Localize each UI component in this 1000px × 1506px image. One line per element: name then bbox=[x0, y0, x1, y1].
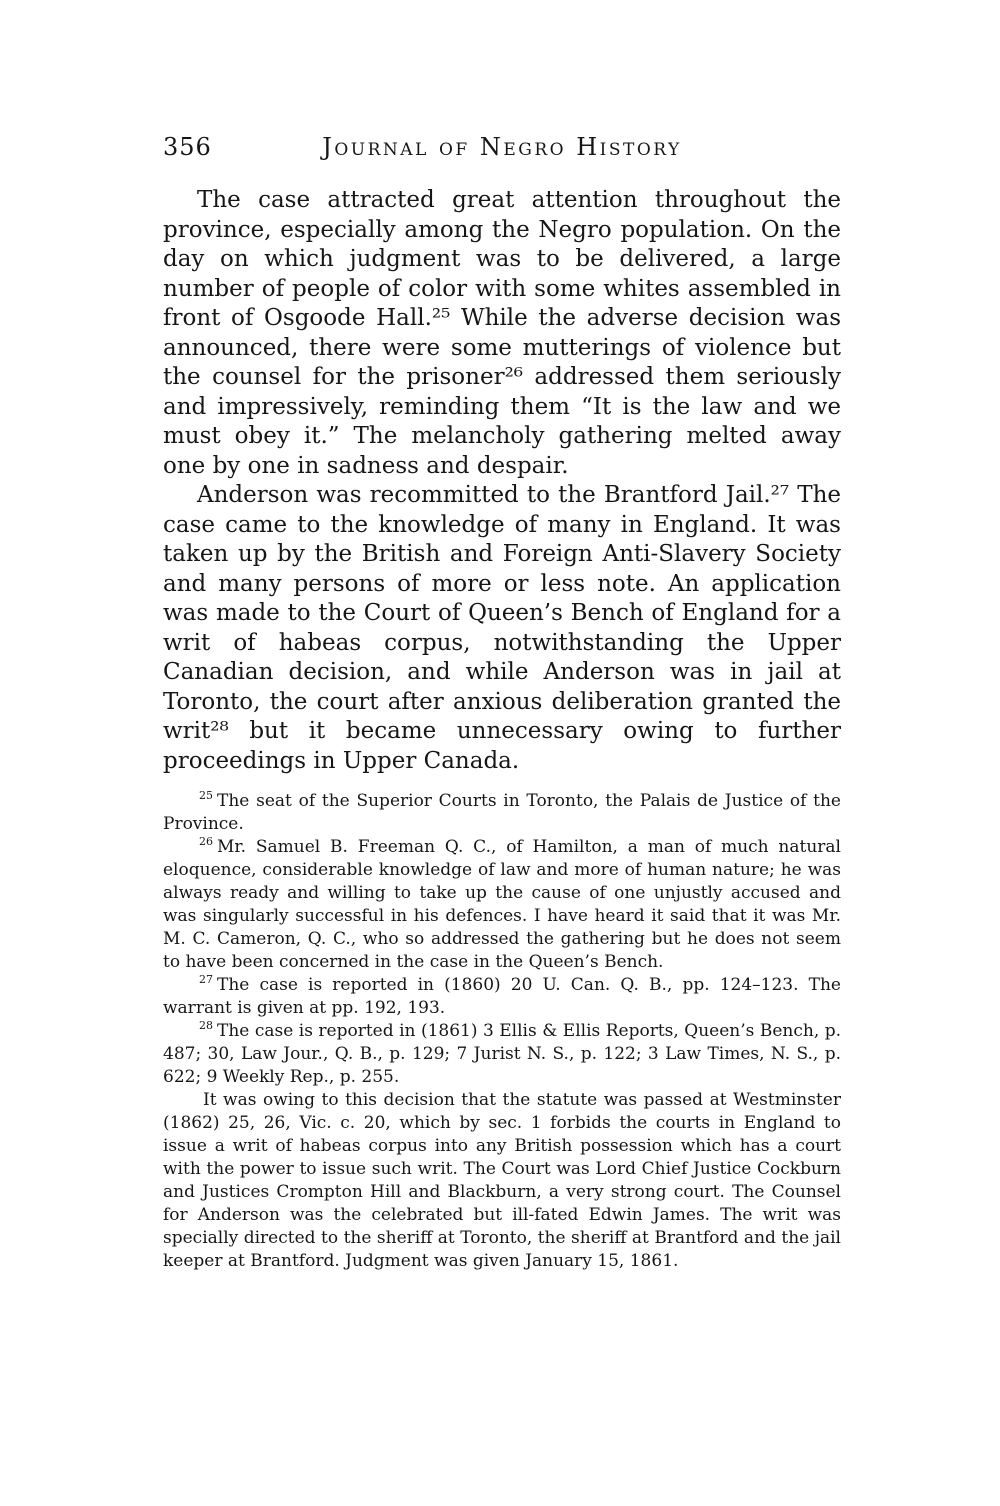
running-title: Journal of Negro History bbox=[322, 133, 682, 161]
footnote-marker: 26 bbox=[199, 835, 213, 849]
footnote bbox=[163, 974, 841, 1020]
footnote-text: Mr. Samuel B. Freeman Q. C., of Hamilton, a man of much natural eloquence, considerable knowledge of law and more of human nature; he was always ready and willing to take up the cause of one unjustly accused and was singularly successful in his defences. I have heard it said that it was Mr. M. C. Cameron, Q. C., who so addressed the gathering but he does not seem to have been concerned in the case in the Queen’s Bench. bbox=[163, 837, 841, 972]
body-paragraph: The case attracted great attention throughout the province, especially among the Negro population. On the day on which judgment was to be delivered, a large number of people of color with some whites assembled in front of Osgoode Hall.²⁵ While the adverse decision was announced, there were some mutterings of violence but the counsel for the prisoner²⁶ addressed them seriously and impressively, reminding them “It is the law and we must obey it.” The melancholy gathering melted away one by one in sadness and despair. bbox=[163, 187, 841, 479]
page-content bbox=[163, 133, 841, 1273]
page-header bbox=[163, 133, 841, 162]
footnote bbox=[163, 1089, 841, 1273]
footnote-text: The seat of the Superior Courts in Toronto, the Palais de Justice of the Province. bbox=[163, 791, 841, 834]
page-number: 356 bbox=[163, 133, 212, 161]
footnote-text: The case is reported in (1861) 3 Ellis & Ellis Reports, Queen’s Bench, p. 487; 30, Law Jour., Q. B., p. 129; 7 Jurist N. S., p. 122; 3 Law Times, N. S., p. 622; 9 Weekly Rep., p. 255. bbox=[163, 1021, 841, 1087]
footnote-text: The case is reported in (1860) 20 U. Can. Q. B., pp. 124–123. The warrant is given at pp. 192, 193. bbox=[163, 975, 841, 1018]
footnote-marker: 27 bbox=[199, 973, 213, 987]
body-paragraph: Anderson was recommitted to the Brantford Jail.²⁷ The case came to the knowledge of many in England. It was taken up by the British and Foreign Anti-Slavery Society and many persons of more or less note. An application was made to the Court of Queen’s Bench of England for a writ of habeas corpus, notwithstanding the Upper Canadian decision, and while Anderson was in jail at Toronto, the court after anxious deliberation granted the writ²⁸ but it became unnecessary owing to further proceedings in Upper Canada. bbox=[163, 482, 841, 774]
footnote-text: It was owing to this decision that the statute was passed at Westminster (1862) 25, 26, Vic. c. 20, which by sec. 1 forbids the courts in England to issue a writ of habeas corpus into any British possession which has a court with the power to issue such writ. The Court was Lord Chief Justice Cockburn and Justices Crompton Hill and Blackburn, a very strong court. The Counsel for Anderson was the celebrated but ill-fated Edwin James. The writ was specially directed to the sheriff at Toronto, the sheriff at Brantford and the jail keeper at Brantford. Judgment was given January 15, 1861. bbox=[163, 1090, 841, 1271]
body-text bbox=[163, 186, 841, 776]
footnote bbox=[163, 1020, 841, 1089]
footnote-marker: 28 bbox=[199, 1019, 213, 1033]
footnote-marker: 25 bbox=[199, 789, 213, 803]
footnote bbox=[163, 790, 841, 836]
footnotes-section bbox=[163, 790, 841, 1273]
footnote bbox=[163, 836, 841, 974]
